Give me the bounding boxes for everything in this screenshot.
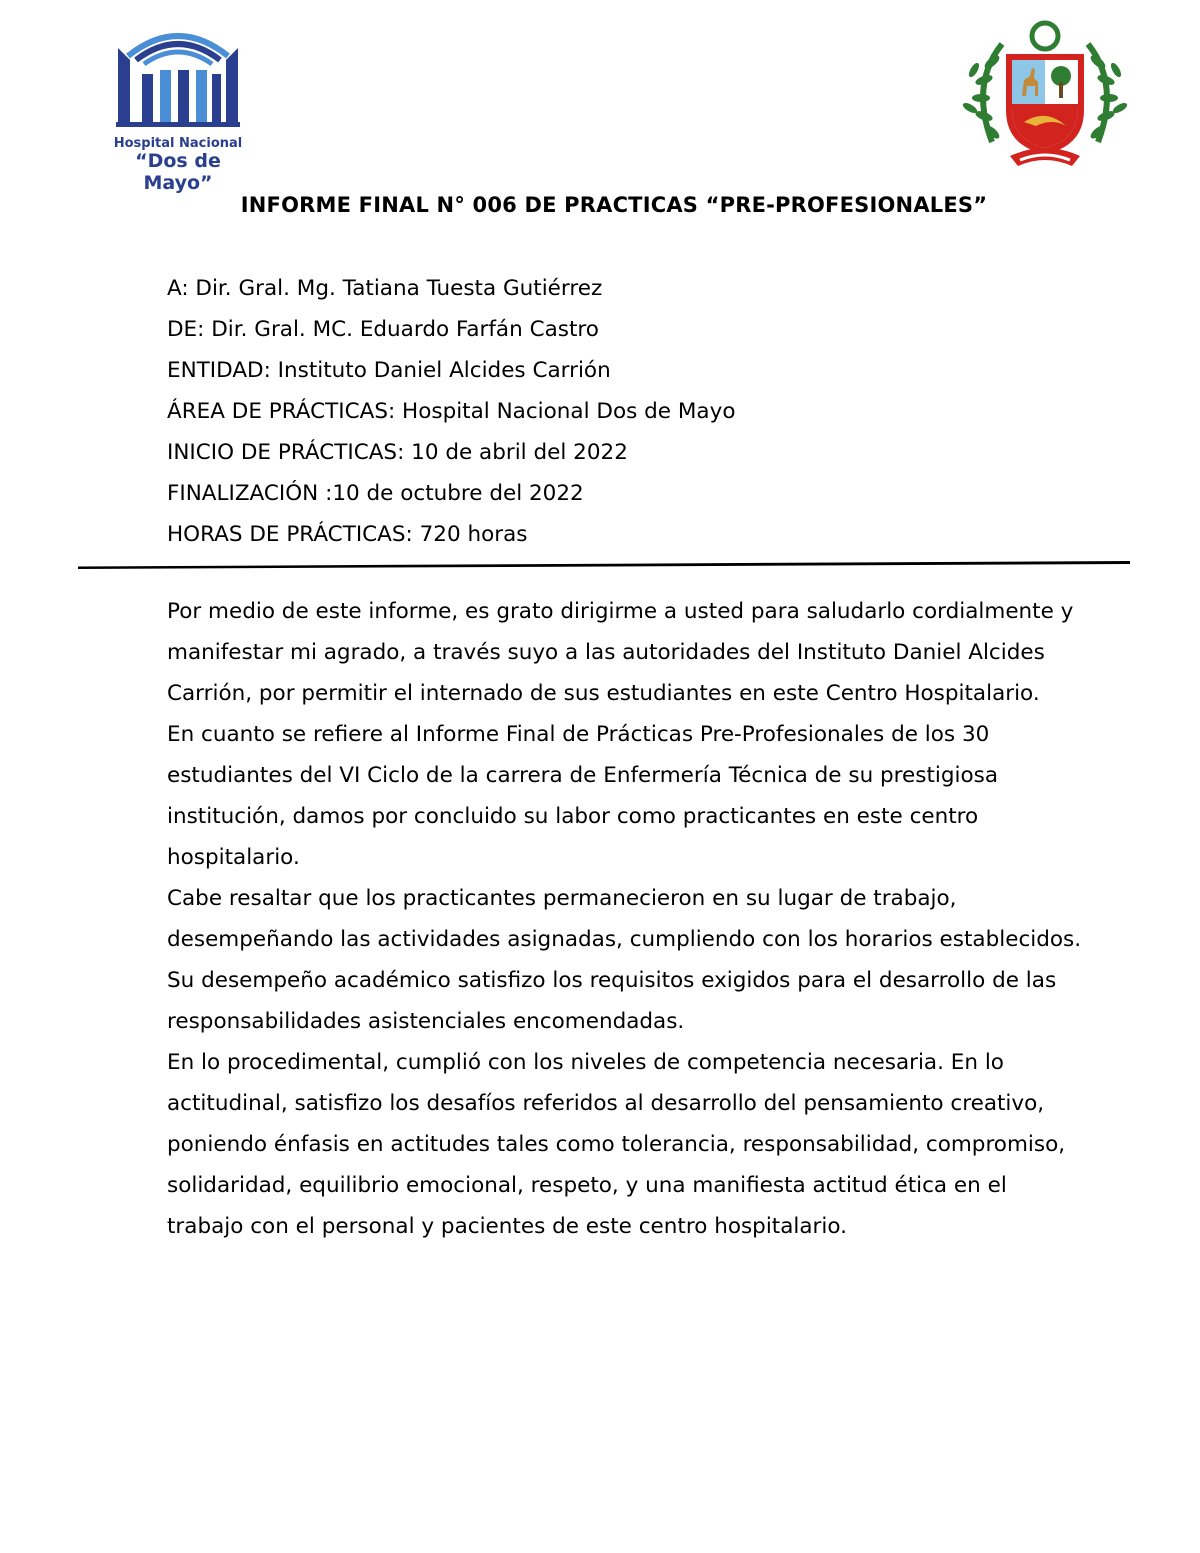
paragraph-greeting: Por medio de este informe, es grato dirigirme a usted para saludarlo cordialmente y manifestar mi agrado, a través suyo a las autoridades del Instituto Daniel Alcides Carrión, por permitir el internado de sus estudiantes en este Centro Hospitalario. — [167, 599, 1074, 706]
logo-line-1: Hospital Nacional — [113, 136, 243, 151]
header-line-end: FINALIZACIÓN :10 de octubre del 2022 — [167, 481, 584, 506]
header-line-entity: ENTIDAD: Instituto Daniel Alcides Carrión — [167, 358, 611, 383]
paragraph-performance: Cabe resaltar que los practicantes permanecieron en su lugar de trabajo, desempeñando las actividades asignadas, cumpliendo con los horarios establecidos. Su desempeño académico satisfizo los requisitos exigidos para el desarrollo de las responsabilidades asistenciales encomendadas. — [167, 886, 1082, 1034]
header-fields — [167, 268, 1127, 555]
paragraph-attitudes: En lo procedimental, cumplió con los niveles de competencia necesaria. En lo actitudinal, satisfizo los desafíos referidos al desarrollo del pensamiento creativo, poniendo énfasis en actitudes tales como tolerancia, responsabilidad, compromiso, solidaridad, equilibrio emocional, respeto, y una manifiesta actitud ética en el trabajo con el personal y pacientes de este centro hospitalario. — [167, 1050, 1066, 1239]
header-line-to: A: Dir. Gral. Mg. Tatiana Tuesta Gutiérrez — [167, 276, 603, 301]
header-line-area: ÁREA DE PRÁCTICAS: Hospital Nacional Dos de Mayo — [167, 399, 736, 424]
hospital-logo — [98, 18, 258, 194]
document-title: INFORME FINAL N° 006 DE PRACTICAS “PRE-PROFESIONALES” — [240, 193, 988, 217]
hospital-building-icon — [98, 18, 258, 136]
header-line-hours: HORAS DE PRÁCTICAS: 720 horas — [167, 522, 528, 547]
divider-line — [78, 560, 1130, 570]
header-line-from: DE: Dir. Gral. MC. Eduardo Farfán Castro — [167, 317, 599, 342]
paragraph-report: En cuanto se refiere al Informe Final de Prácticas Pre-Profesionales de los 30 estudiantes del VI Ciclo de la carrera de Enfermería Técnica de su prestigiosa institución, damos por concluido su labor como practicantes en este centro hospitalario. — [167, 722, 999, 870]
header-line-start: INICIO DE PRÁCTICAS: 10 de abril del 2022 — [167, 440, 628, 465]
logo-line-2: “Dos de Mayo” — [135, 150, 221, 194]
body-text — [167, 591, 1087, 1247]
peru-coat-of-arms-icon — [962, 14, 1128, 172]
